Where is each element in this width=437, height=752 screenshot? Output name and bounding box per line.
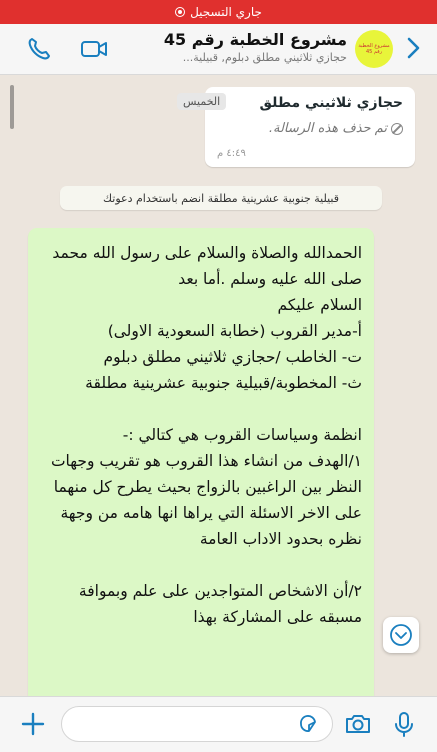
- scroll-to-bottom-button[interactable]: [383, 617, 419, 653]
- composer: [0, 696, 437, 752]
- message-input-box[interactable]: [61, 706, 333, 742]
- plus-icon[interactable]: [18, 709, 48, 739]
- record-icon: [175, 7, 185, 17]
- recording-bar[interactable]: [0, 0, 437, 24]
- chat-info[interactable]: [157, 30, 347, 64]
- chat-title: مشروع الخطبة رقم 45: [163, 30, 347, 49]
- system-notice: قبيلية جنوبية عشرينية مطلقة انضم باستخدام دعوتك: [60, 186, 382, 210]
- camera-icon[interactable]: [343, 709, 373, 739]
- group-avatar[interactable]: مشروع الخطبة رقم 45: [355, 30, 393, 68]
- chat-header: [0, 24, 437, 75]
- message-body: الحمدالله والصلاة والسلام على رسول الله محمد صلى الله عليه وسلم .أما بعد السلام عليكم أ-مدير القروب (خطابة السعودية الاولى) ت- الخاطب /حجازي ثلاثيني مطلق دبلوم ث- المخطوبة/قبيلية جنوبية عشرينية مطلقة انظمة وسياسات القروب هي كتالي :- ١/الهدف من انشاء هذا القروب هو تقريب وجهات النظر بين الراغبين بالزواج بحيث يطرح كل منهما على الاخر الاسئلة التي يراها انها هامه من وجهة نظره بحدود الاداب العامة ٢/أن الاشخاص المتواجدين على علم وبموافة مسبقه على المشاركة بهذا: [50, 244, 362, 626]
- incoming-deleted-message[interactable]: [183, 87, 415, 167]
- message-time: ٤:٤٩ م: [217, 148, 246, 159]
- outgoing-message[interactable]: [28, 228, 374, 696]
- video-call-icon[interactable]: [80, 36, 108, 62]
- chat-members: حجازي ثلاثيني مطلق دبلوم, قبيلية...: [182, 51, 347, 64]
- blocked-icon: [391, 123, 403, 135]
- scroll-indicator[interactable]: [10, 85, 14, 129]
- message-input[interactable]: [74, 707, 298, 741]
- voice-call-icon[interactable]: [26, 36, 54, 62]
- deleted-message-text: تم حذف هذه الرسالة.: [269, 121, 403, 136]
- chevron-down-icon: [389, 623, 413, 647]
- microphone-icon[interactable]: [389, 709, 419, 739]
- recording-label: جاري التسجيل: [190, 5, 262, 19]
- sender-name: حجازي ثلاثيني مطلق: [259, 95, 403, 111]
- back-chevron-icon[interactable]: [401, 36, 425, 60]
- day-tag: الخميس: [177, 93, 226, 110]
- sticker-icon[interactable]: [298, 714, 318, 734]
- message-list[interactable]: [0, 75, 437, 696]
